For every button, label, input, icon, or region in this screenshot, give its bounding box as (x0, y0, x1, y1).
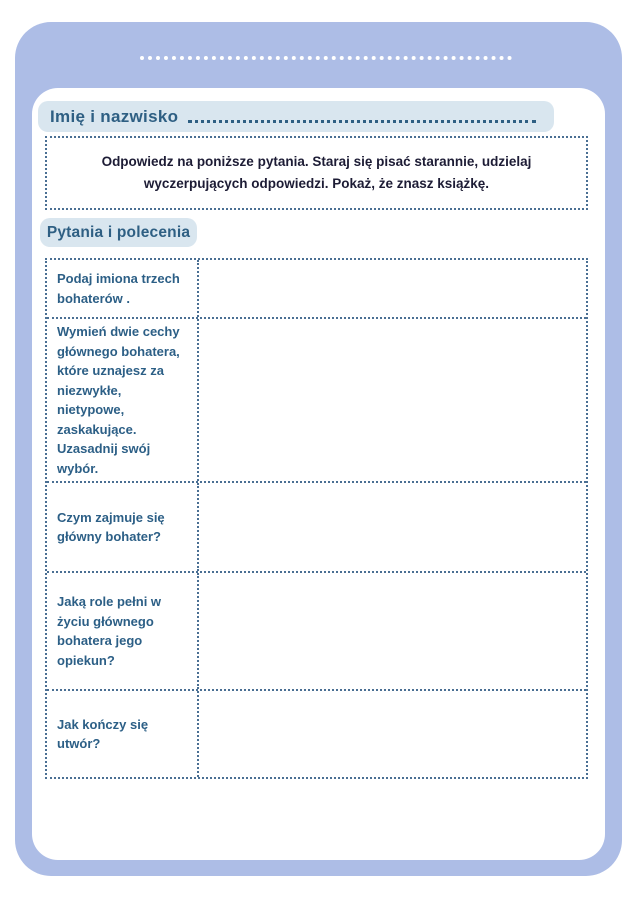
answer-cell (199, 691, 586, 777)
name-label: Imię i nazwisko (50, 106, 179, 126)
name-field-bar (38, 101, 554, 132)
question-cell: Jak kończy się utwór? (47, 691, 199, 777)
section-title-badge (40, 218, 197, 247)
question-cell: Podaj imiona trzech bohaterów . (47, 260, 199, 317)
question-cell: Wymień dwie cechy głównego bohatera, które uznajesz za niezwykłe, nietypowe, zaskakujące. Uzasadnij swój wybór. (47, 319, 199, 481)
name-dotted-leader (188, 120, 536, 123)
table-row (47, 260, 586, 317)
answer-cell (199, 260, 586, 317)
question-cell: Jaką role pełni w życiu głównego bohatera jego opiekun? (47, 573, 199, 689)
table-row (47, 689, 586, 777)
question-cell: Czym zajmuje się główny bohater? (47, 483, 199, 571)
instruction-box (45, 136, 588, 210)
worksheet-frame (15, 22, 622, 876)
answer-cell (199, 573, 586, 689)
table-row (47, 571, 586, 689)
worksheet-page (32, 88, 605, 860)
questions-table (45, 258, 588, 779)
table-row (47, 317, 586, 481)
instruction-text: Odpowiedz na poniższe pytania. Staraj się pisać starannie, udzielaj wyczerpujących odpowiedzi. Pokaż, że znasz książkę. (101, 154, 532, 191)
decorative-dotted-line (140, 56, 512, 60)
table-row (47, 481, 586, 571)
section-title: Pytania i polecenia (46, 223, 191, 241)
answer-cell (199, 483, 586, 571)
answer-cell (199, 319, 586, 481)
